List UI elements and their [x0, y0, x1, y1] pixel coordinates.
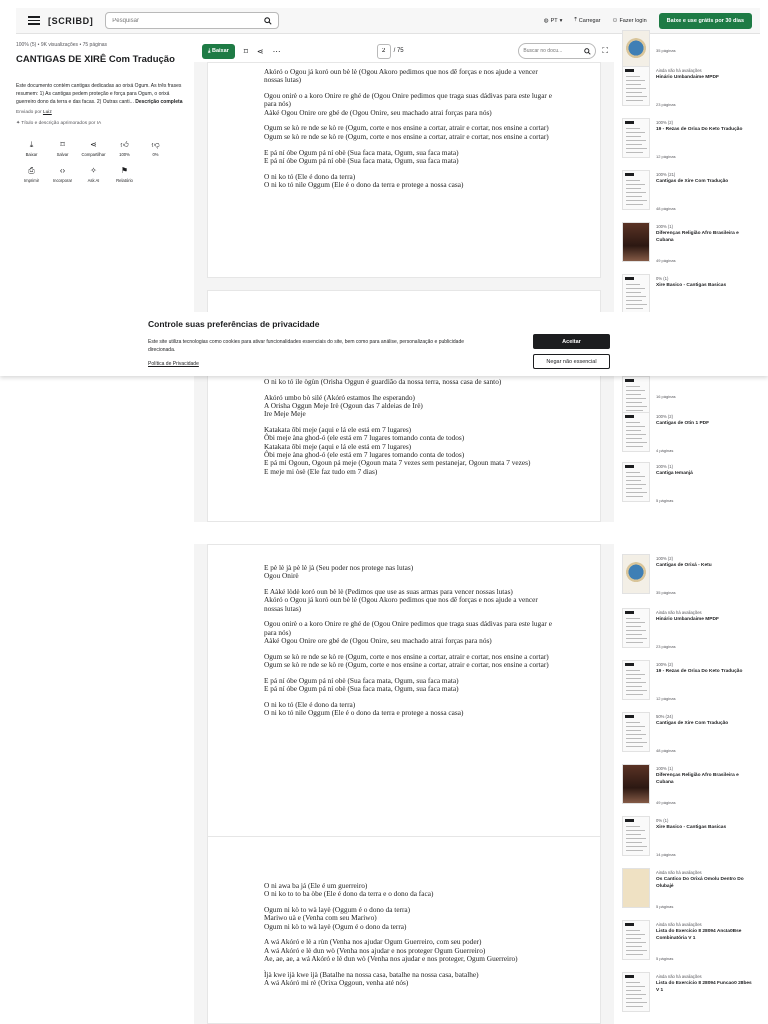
- baixar-action[interactable]: [16, 138, 47, 160]
- thumbnail-line: [626, 638, 647, 639]
- document-actions: [16, 138, 186, 186]
- document-thumbnail[interactable]: [622, 462, 650, 502]
- document-thumbnail[interactable]: [622, 972, 650, 1012]
- bookmark-icon[interactable]: ⌑: [243, 46, 248, 56]
- lyric-paragraph: Katakata ôbi meje (aqui e lá ele está em 7 lugares) Ôbi meje àna ghod-ó (ele está em 7 lugares tomando conta de todos) Katakata ôbi meje (aqui e lá ele está em 7 lugares) Ôbi meje àna ghod-ó (ele está em 7 lugares tomando conta de todos) E pá mi Ogoun, Ogoun pá meje (Ogoun mata 7 vezes sem pestanejar, Ogoun mata 7 vezes) E meje mi òsè (Ele faz tudo em 7 dias): [264, 425, 531, 476]
- card-page-count: 49 páginas: [656, 800, 676, 805]
- thumbnail-line: [626, 430, 641, 431]
- thumbnail-line: [626, 746, 643, 747]
- salvar-action[interactable]: [47, 138, 78, 160]
- document-thumbnail[interactable]: [622, 660, 650, 700]
- card-title[interactable]: Lista do Exercício 8 28094 AncIa0Bse Combinatória V 1: [656, 929, 742, 941]
- search-icon[interactable]: [584, 48, 591, 55]
- thumbnail-line: [626, 476, 645, 477]
- thumbnail-line: [626, 678, 641, 679]
- search-icon[interactable]: [264, 17, 272, 25]
- thumb-up-icon: 👍︎: [120, 140, 129, 149]
- thumbnail-line: [626, 694, 643, 695]
- 100-action[interactable]: [109, 138, 140, 160]
- card-rating: Ainda não há avaliações: [656, 610, 702, 615]
- thumbnail-line: [626, 982, 640, 983]
- uploader-link[interactable]: Luiz: [42, 110, 52, 115]
- document-thumbnail[interactable]: [622, 376, 650, 416]
- share-icon: ⋖: [90, 140, 97, 149]
- card-rating: 50% (24): [656, 714, 673, 719]
- thumbnail-line: [626, 292, 641, 293]
- flag-icon: ⚑: [120, 166, 129, 175]
- embed-icon: ‹›: [59, 166, 66, 175]
- lyric-paragraph: Ìjà kwe ìjà kwe ìjà (Batalhe na nossa casa, batalhe na nossa casa, batalhe) A wá Akóró mi rè (Orixa Oggoun, venha até nós): [264, 969, 479, 988]
- card-title[interactable]: Hinário Umbandaime MPDF: [656, 75, 719, 80]
- thumbnail-line: [626, 734, 646, 735]
- card-page-count: 5 páginas: [656, 904, 674, 909]
- card-title[interactable]: Diferenças Religião Afro Brasileira e Cubana: [656, 773, 739, 785]
- lyric-paragraph: O ni ko tó (Ele é dono da terra) O ni ko tó nile Oggum (Ele é o dono da terra e protege a nossa casa): [264, 700, 464, 718]
- ask-ai-icon: ✧: [90, 166, 97, 175]
- document-thumbnail[interactable]: [622, 712, 650, 752]
- related-document-card[interactable]: [620, 608, 760, 654]
- card-rating: 100% (1): [656, 766, 673, 771]
- more-options-icon[interactable]: ⋯: [272, 46, 281, 56]
- thumbnail-line: [626, 738, 642, 739]
- thumbnail-line: [626, 88, 646, 89]
- thumbnail-line: [626, 288, 645, 289]
- thumbnail-line: [626, 184, 645, 185]
- thumbnail-line: [626, 484, 646, 485]
- card-rating: 100% (2): [656, 120, 673, 125]
- related-document-card[interactable]: [620, 554, 760, 600]
- document-thumbnail[interactable]: [622, 222, 650, 262]
- thumbnail-line: [626, 188, 641, 189]
- document-thumbnail[interactable]: [622, 920, 650, 960]
- thumbnail-badge: [625, 923, 634, 926]
- thumbnail-line: [626, 438, 642, 439]
- accept-cookies-button[interactable]: Aceitar: [533, 334, 610, 349]
- related-document-card[interactable]: [620, 868, 760, 914]
- scribd-logo[interactable]: [SCRIBD]: [48, 15, 94, 26]
- thumbnail-badge: [625, 975, 634, 978]
- document-thumbnail[interactable]: [622, 274, 650, 312]
- card-rating: Ainda não há avaliações: [656, 974, 702, 979]
- print-icon: ⎙: [28, 166, 35, 175]
- user-icon: ⚇: [612, 17, 618, 24]
- upload-icon: ⤒: [574, 17, 577, 23]
- card-title[interactable]: Xire Basico - Cantigas Basicas: [656, 283, 727, 288]
- thumbnail-line: [626, 308, 643, 309]
- related-document-card[interactable]: [620, 222, 760, 268]
- document-search-box[interactable]: [518, 43, 596, 59]
- thumbnail-line: [626, 742, 647, 743]
- card-rating: Ainda não há avaliações: [656, 68, 702, 73]
- thumbnail-line: [626, 626, 641, 627]
- thumbnail-line: [626, 998, 642, 999]
- thumbnail-line: [626, 722, 640, 723]
- thumbnail-line: [626, 410, 643, 411]
- download-icon: ⤓: [29, 140, 34, 149]
- related-document-card[interactable]: [620, 712, 760, 758]
- login-link[interactable]: ⚇ Fazer login: [612, 17, 647, 24]
- thumbnail-badge: [625, 663, 634, 666]
- thumbnail-line: [626, 390, 645, 391]
- card-title[interactable]: Cantigas de Xire Com Tradução: [656, 179, 729, 184]
- thumbnail-line: [626, 426, 645, 427]
- related-document-card[interactable]: [620, 274, 760, 312]
- bookmark-icon: ⌑: [60, 140, 65, 149]
- related-document-card[interactable]: [620, 118, 760, 164]
- card-title[interactable]: 19 - Rezas de Orixa Do Keto Tradução: [656, 669, 743, 674]
- thumbnail-line: [626, 402, 642, 403]
- document-thumbnail[interactable]: [622, 170, 650, 210]
- thumbnail-line: [626, 488, 642, 489]
- thumbnail-line: [626, 446, 643, 447]
- thumbnail-line: [626, 148, 647, 149]
- document-thumbnail[interactable]: [622, 868, 650, 908]
- card-title[interactable]: 19 - Rezas de Orixa Do Keto Tradução: [656, 127, 743, 132]
- related-document-card[interactable]: [620, 764, 760, 810]
- thumbnail-line: [626, 128, 640, 129]
- related-document-card[interactable]: [620, 816, 760, 862]
- card-page-count: 35 páginas: [656, 590, 676, 595]
- lyric-paragraph: Akóró o Ogou já koró oun bè lè (Ogou Akoro pedimos que nos dê forças e nos ajude a vencer nossas lutas): [264, 67, 538, 85]
- card-page-count: 14 páginas: [656, 852, 676, 857]
- thumbnail-line: [626, 846, 647, 847]
- deny-cookies-button[interactable]: Negar não essencial: [533, 354, 610, 369]
- card-page-count: 5 páginas: [656, 498, 674, 503]
- document-thumbnail[interactable]: [622, 412, 650, 452]
- card-page-count: 4 páginas: [656, 448, 674, 453]
- thumbnail-line: [626, 152, 643, 153]
- thumbnail-line: [626, 630, 646, 631]
- thumbnail-line: [626, 642, 643, 643]
- card-page-count: 5 páginas: [656, 956, 674, 961]
- incorporar-action[interactable]: [47, 164, 78, 186]
- document-title: CANTIGAS DE XIRÊ Com Tradução: [16, 54, 175, 65]
- thumbnail-line: [626, 96, 647, 97]
- language-selector[interactable]: ◍ PT ▾: [543, 17, 563, 24]
- thumbnail-line: [626, 144, 642, 145]
- card-rating: 100% (1): [656, 224, 673, 229]
- thumbnail-line: [626, 192, 646, 193]
- action-label: Relatório: [116, 178, 133, 183]
- ask-ai-action[interactable]: [78, 164, 109, 186]
- lyric-paragraph: O ni awa ba já (Ele é um guerreiro) O ni ko to to ba òbe (Ele é dono da terra e o dono da faca): [264, 881, 434, 899]
- card-title[interactable]: Cantigas de Xire Com Tradução: [656, 721, 729, 726]
- thumbnail-line: [626, 284, 640, 285]
- action-label: 0%: [152, 152, 159, 157]
- lyric-paragraph: E pè lè jà pè lè jà (Seu poder nos protege nas lutas) Ogou Onirè: [264, 563, 414, 581]
- lyric-paragraph: O ni ko tó (Ele é dono da terra) O ni ko tó nile Oggum (Ele é o dono da terra e protege a nossa casa): [264, 171, 464, 189]
- lyric-paragraph: Ogum se kò re nde se kò re (Ogum, corte e nos ensine a cortar, atrair e cortar, nos ensine a cortar) Ogum se kò re nde se kò re (Ogum, corte e nos ensine a cortar, atrair e cortar, nos ensine a cortar): [264, 123, 549, 141]
- thumbnail-line: [626, 422, 640, 423]
- imprimir-action[interactable]: [16, 164, 47, 186]
- search-input[interactable]: [112, 18, 252, 24]
- lyric-paragraph: Akóró umbo bò silé (Akóró estamos lhe esperando) A Orisha Oggun Meje Irè (Ogoun das 7 aldeias de Irè) Ire Meje Meje: [264, 392, 423, 419]
- action-label: Salvar: [56, 152, 69, 157]
- card-title[interactable]: Diferenças Religião Afro Brasileira e Cubana: [656, 231, 739, 243]
- document-search-input[interactable]: [523, 48, 577, 54]
- card-rating: Ainda não há avaliações: [656, 870, 702, 875]
- action-label: Baixar: [25, 152, 38, 157]
- thumbnail-line: [626, 682, 646, 683]
- free-trial-button[interactable]: Baixe e use grátis por 30 dias: [659, 13, 752, 29]
- document-toolbar: [202, 42, 608, 60]
- page-number-input[interactable]: [377, 44, 391, 59]
- page-text: [264, 68, 556, 197]
- related-document-card[interactable]: [620, 920, 760, 966]
- card-page-count: 23 páginas: [656, 102, 676, 107]
- related-document-card[interactable]: [620, 66, 760, 112]
- full-description-link[interactable]: Descrição completa: [135, 99, 183, 105]
- thumbnail-line: [626, 80, 645, 81]
- relat-rio-action[interactable]: [109, 164, 140, 186]
- related-document-card[interactable]: [620, 462, 760, 508]
- thumbnail-line: [626, 934, 645, 935]
- thumbnail-line: [626, 406, 647, 407]
- thumbnail-badge: [625, 415, 634, 418]
- thumbnail-line: [626, 300, 642, 301]
- viewer-lower-section: [0, 522, 768, 1024]
- document-thumbnail[interactable]: [622, 554, 650, 594]
- thumbnail-line: [626, 834, 641, 835]
- card-title[interactable]: Lista do Exercício 8 28094 Funcao0 28bes V 1: [656, 981, 752, 993]
- thumbnail-line: [626, 84, 641, 85]
- page-navigator: [377, 44, 404, 59]
- thumbnail-line: [626, 386, 640, 387]
- cookie-text: Este site utiliza tecnologias como cookies para ativar funcionalidades essenciais do site, bem como para análise, personalização e publicidade direcionada.: [148, 339, 465, 353]
- card-page-count: 49 páginas: [656, 258, 676, 263]
- card-title[interactable]: Os Cantico Do Orixá Omolu Dentro Do Olubajé: [656, 877, 744, 889]
- thumbnail-line: [626, 618, 640, 619]
- card-rating: Ainda não há avaliações: [656, 922, 702, 927]
- viewer-middle-section: [0, 312, 768, 522]
- thumbnail-badge: [625, 715, 634, 718]
- thumbnail-badge: [625, 69, 634, 72]
- thumbnail-line: [626, 204, 643, 205]
- action-label: Incorporar: [52, 178, 73, 183]
- thumbnail-line: [626, 726, 645, 727]
- thumbnail-line: [626, 674, 645, 675]
- globe-icon: ◍: [543, 17, 549, 24]
- document-meta: 100% (5) • 9K visualizações • 75 páginas: [16, 42, 108, 48]
- action-label: Ask AI: [87, 178, 100, 183]
- card-title[interactable]: Cantigas de Otin 1 PDF: [656, 421, 710, 426]
- card-title[interactable]: Cantigas de Orixá - Ketu: [656, 563, 712, 568]
- thumbnail-line: [626, 954, 643, 955]
- thumbnail-badge: [625, 173, 634, 176]
- card-rating: 100% (21): [656, 172, 676, 177]
- document-description: Este documento contém cantigas dedicadas ao orixá Ogum. As três frases resumem: 1) As cantigas pedem proteção e força para Ogum, o orixá guerreiro dono da terra e das facas. 2) Outras canti... Descrição completa: [16, 83, 183, 105]
- upload-link[interactable]: ⤒ Carregar: [574, 17, 601, 24]
- thumbnail-line: [626, 304, 647, 305]
- thumbnail-line: [626, 634, 642, 635]
- thumbnail-badge: [625, 121, 634, 124]
- action-label: Compartilhar: [81, 152, 106, 157]
- lyric-paragraph: E pá ní óbe Ogum pá ní obè (Sua faca mata, Ogum, sua faca mata) E pá ní óbe Ogum pá ní obè (Sua faca mata, Ogum, sua faca mata): [264, 675, 459, 694]
- menu-icon[interactable]: [28, 16, 40, 25]
- thumbnail-line: [626, 480, 641, 481]
- card-rating: 0% (1): [656, 276, 669, 281]
- thumbnail-line: [626, 850, 643, 851]
- thumbnail-line: [626, 76, 640, 77]
- document-thumbnail[interactable]: [622, 608, 650, 648]
- thumbnail-line: [626, 826, 640, 827]
- thumbnail-badge: [625, 379, 634, 382]
- card-rating: 100% (2): [656, 662, 673, 667]
- lyric-paragraph: Ogou onirè o a koro Onire re ghé de (Ogou Onire pedimos que traga suas dádivas para este lugar e para nós) Aàké Ogou Onire ore gbé de (Ogou Onire, seu machado atrai forças para nós): [264, 619, 552, 646]
- card-rating: 100% (1): [656, 464, 673, 469]
- card-rating: 100% (2): [656, 556, 673, 561]
- related-document-card[interactable]: [620, 412, 760, 458]
- thumbnail-line: [626, 842, 642, 843]
- thumbnail-line: [626, 100, 643, 101]
- card-rating: 100% (2): [656, 414, 673, 419]
- lyric-paragraph: A wá Akóró e lè a rùn (Venha nos ajudar Ogum Guerreiro, com seu poder) A wá Akóró e lè dun wò (Venha nos ajudar e nos proteger Ogum Guerreiro) Ae, ae, ae, a wá Akóró e lè dun wò (Venha nos ajudar e nos proteger, Ogum Guerreiro): [264, 937, 518, 964]
- thumbnail-line: [626, 990, 641, 991]
- lyric-paragraph: E Aàké lòdè koró oun bè lè (Pedimos que use as suas armas para vencer nossas lutas) Akóró o Ogou já koró oun bè lè (Ogou Akoro pedimos que nos dê forças e nos ajude a vencer nossas lutas): [264, 587, 538, 613]
- thumbnail-line: [626, 942, 646, 943]
- cookie-title: Controle suas preferências de privacidade: [148, 319, 320, 329]
- thumbnail-line: [626, 946, 642, 947]
- thumbnail-line: [626, 394, 641, 395]
- lyric-paragraph: O ni ko tó ile ògùn (Orisha Oggun é guardião da nossa terra, nossa casa de santo): [264, 377, 502, 386]
- thumbnail-line: [626, 492, 647, 493]
- thumbnail-line: [626, 986, 645, 987]
- ai-note: ✦ Título e descrição aprimorados por IA: [16, 121, 102, 126]
- thumbnail-line: [626, 434, 646, 435]
- thumbnail-line: [626, 472, 640, 473]
- viewer-top-section: [0, 0, 768, 312]
- thumbnail-line: [626, 670, 640, 671]
- card-title[interactable]: Xire Basico - Cantigas Basicas: [656, 825, 727, 830]
- thumbnail-line: [626, 938, 641, 939]
- thumbnail-line: [626, 496, 643, 497]
- page-text: [264, 564, 556, 725]
- thumbnail-line: [626, 296, 646, 297]
- thumbnail-line: [626, 730, 641, 731]
- thumbnail-line: [626, 950, 647, 951]
- thumbnail-line: [626, 180, 640, 181]
- document-thumbnail[interactable]: [622, 816, 650, 856]
- document-thumbnail[interactable]: [622, 118, 650, 158]
- thumbnail-line: [626, 686, 642, 687]
- lyric-paragraph: Ogou onirè o a koro Onire re ghé de (Ogou Onire pedimos que traga suas dádivas para este lugar e para nós) Aàké Ogou Onire ore gbé de (Ogou Onire, seu machado atrai forças para nós): [264, 91, 552, 117]
- related-document-card[interactable]: [620, 972, 760, 1018]
- thumbnail-badge: [625, 819, 634, 822]
- card-page-count: 35 páginas: [656, 48, 676, 53]
- card-page-count: 48 páginas: [656, 206, 676, 211]
- thumbnail-line: [626, 690, 647, 691]
- thumbnail-line: [626, 838, 646, 839]
- thumbnail-line: [626, 140, 646, 141]
- search-box[interactable]: [105, 12, 279, 29]
- card-page-count: 48 páginas: [656, 748, 676, 753]
- thumbnail-badge: [625, 465, 634, 468]
- card-page-count: 12 páginas: [656, 696, 676, 701]
- card-rating: 0% (1): [656, 818, 669, 823]
- lyric-paragraph: Ogum se kò re nde se kò re (Ogum, corte e nos ensine a cortar, atrair e cortar, nos ensine a cortar) Ogum se kò re nde se kò re (Ogum, corte e nos ensine a cortar, atrair e cortar, nos ensine a cortar): [264, 651, 549, 670]
- card-page-count: 23 páginas: [656, 644, 676, 649]
- thumbnail-badge: [625, 277, 634, 280]
- document-info-panel: [16, 42, 186, 186]
- thumbnail-line: [626, 92, 642, 93]
- thumbnail-line: [626, 442, 647, 443]
- sent-by: Enviado por Luiz: [16, 110, 52, 115]
- thumbnail-line: [626, 994, 646, 995]
- chevron-down-icon: ▾: [559, 17, 563, 24]
- privacy-policy-link[interactable]: Política de Privacidade: [148, 361, 199, 367]
- share-icon[interactable]: ⋖: [256, 46, 264, 56]
- thumbnail-line: [626, 930, 640, 931]
- document-thumbnail[interactable]: [622, 66, 650, 106]
- download-button[interactable]: ⤓ Baixar: [202, 44, 235, 59]
- thumb-down-icon: 👎︎: [151, 140, 160, 149]
- thumbnail-line: [626, 136, 641, 137]
- thumbnail-line: [626, 830, 645, 831]
- thumbnail-line: [626, 1006, 643, 1007]
- action-label: Imprimir: [23, 178, 40, 183]
- thumbnail-badge: [625, 611, 634, 614]
- document-page: [207, 290, 601, 312]
- related-document-card[interactable]: [620, 660, 760, 706]
- thumbnail-line: [626, 1002, 647, 1003]
- thumbnail-line: [626, 622, 645, 623]
- action-label: 100%: [119, 152, 130, 157]
- card-page-count: 16 páginas: [656, 394, 676, 399]
- page-text: [264, 378, 556, 483]
- compartilhar-action[interactable]: [78, 138, 109, 160]
- document-thumbnail[interactable]: [622, 30, 650, 70]
- cookie-consent-banner: [0, 312, 768, 376]
- card-title[interactable]: Hinário Umbandaime MPDF: [656, 617, 719, 622]
- thumbnail-line: [626, 398, 646, 399]
- page-total: / 75: [393, 48, 404, 54]
- related-document-card[interactable]: [620, 170, 760, 216]
- 0-action[interactable]: [140, 138, 171, 160]
- lyric-paragraph: Ogum ni kò to wà layè (Oggum é o dono da terra) Mariwo uà e (Venha com seu Mariwo) Ogum ni kò to wà layè (Ogum é o dono da terra): [264, 905, 411, 931]
- card-title[interactable]: Cantiga Iemanjá: [656, 471, 693, 476]
- page-text: [264, 882, 556, 995]
- thumbnail-line: [626, 200, 647, 201]
- fullscreen-icon[interactable]: ⛶: [602, 46, 608, 55]
- thumbnail-line: [626, 132, 645, 133]
- card-page-count: 12 páginas: [656, 154, 676, 159]
- thumbnail-line: [626, 196, 642, 197]
- lyric-paragraph: E pá ní óbe Ogum pá ní obè (Sua faca mata, Ogum, sua faca mata) E pá ní óbe Ogum pá ní obè (Sua faca mata, Ogum, sua faca mata): [264, 147, 459, 165]
- document-thumbnail[interactable]: [622, 764, 650, 804]
